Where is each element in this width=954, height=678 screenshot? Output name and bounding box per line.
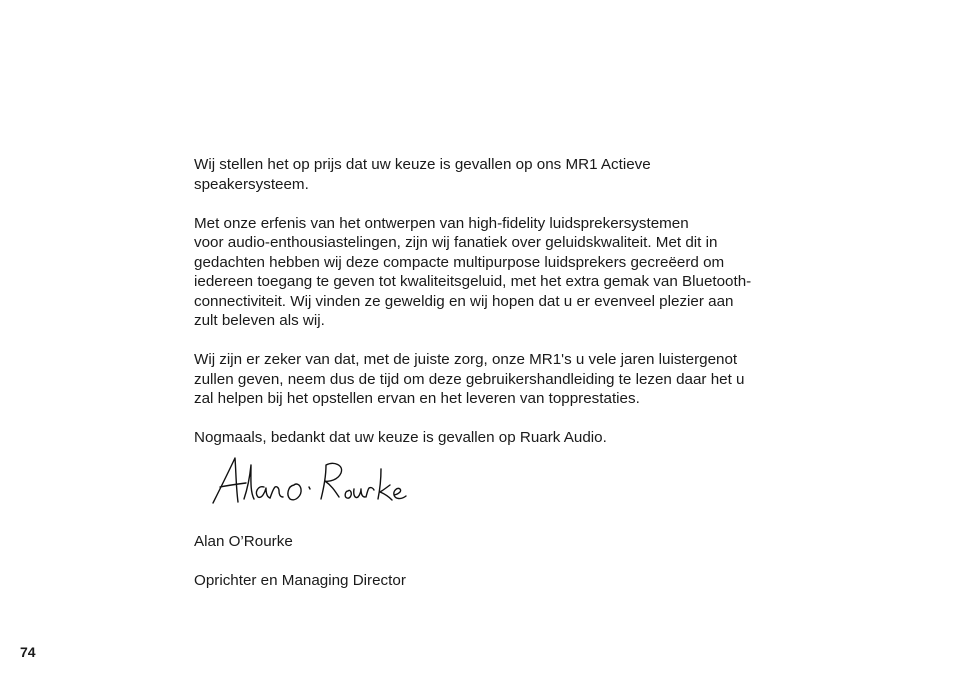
letter-paragraph-heritage: Met onze erfenis van het ontwerpen van high-fidelity luidsprekersystemen voor audio-enthousiastelingen, zijn wij fanatiek over geluidskwaliteit. Met dit in gedachten hebben wij deze compacte multipurpose luidsprekers gecreëerd om iedereen toegang te geven tot kwaliteitsgeluid, met het extra gemak van Bluetooth- connectiviteit. Wij vinden ze geweldig en wij hopen dat u er evenveel plezier aan zult beleven als wij. [194, 214, 752, 329]
page-number: 74 [20, 644, 36, 660]
letter-paragraph-thanks: Nogmaals, bedankt dat uw keuze is gevallen op Ruark Audio. [194, 429, 607, 446]
signer-name: Alan O’Rourke [194, 533, 293, 550]
signer-title: Oprichter en Managing Director [194, 572, 406, 589]
letter-paragraph-intro: Wij stellen het op prijs dat uw keuze is gevallen op ons MR1 Actieve speakersysteem. [194, 156, 651, 193]
signer-block [194, 513, 804, 611]
letter-paragraph-care: Wij zijn er zeker van dat, met de juiste zorg, onze MR1's u vele jaren luistergenot zullen geven, neem dus de tijd om deze gebruikershandleiding te lezen daar het u zal helpen bij het opstellen ervan en het leveren van topprestaties. [194, 351, 745, 407]
letter-body [194, 155, 804, 610]
handwritten-signature [208, 455, 408, 509]
